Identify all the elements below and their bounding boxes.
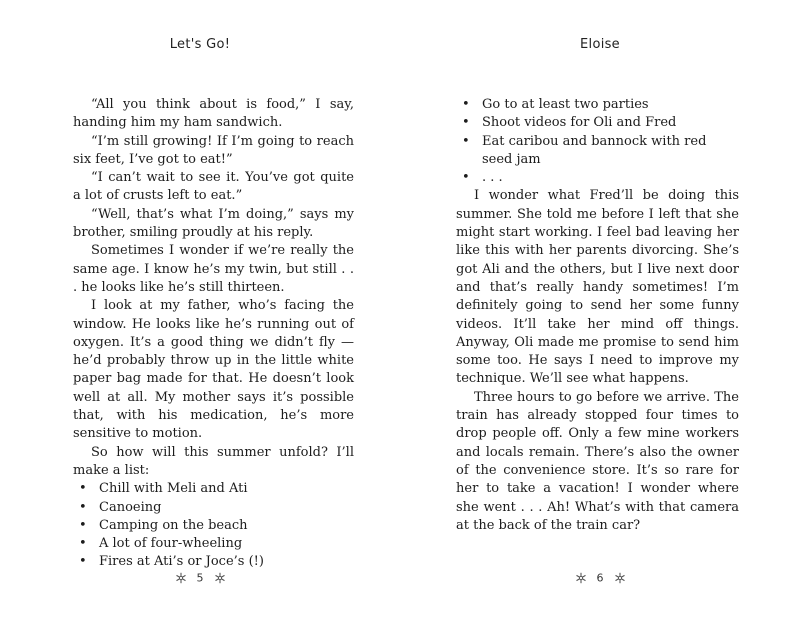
page-number-right — [400, 571, 800, 585]
paragraph: “I’m still growing! If I’m going to reach six feet, I’ve got to eat!” — [73, 133, 354, 167]
right-body-text — [456, 96, 739, 535]
paragraph: “I can’t wait to see it. You’ve got quite a lot of crusts left to eat.” — [73, 170, 354, 204]
snowflake-ornament-icon — [575, 572, 587, 584]
list-item: • Canoeing — [73, 499, 354, 517]
list-item: • Shoot videos for Oli and Fred — [456, 114, 739, 132]
bullet-icon: • — [462, 97, 470, 112]
summer-list — [73, 480, 354, 571]
page-number: 5 — [196, 571, 204, 585]
running-head-right: Eloise — [580, 37, 620, 52]
paragraph: Three hours to go before we arrive. The train has already stopped four times to drop people off. Only a few mine workers and locals remain. There’s also the owner of the convenience store. It’s so rare for her to take a vacation! I wonder where she went . . . Ah! What’s with that camera at the back of the train car? — [456, 389, 739, 533]
paragraph: “Well, that’s what I’m doing,” says my brother, smiling proudly at his reply. — [73, 206, 354, 241]
snowflake-ornament-icon — [614, 572, 626, 584]
bullet-icon: • — [462, 115, 470, 131]
page-number-left — [0, 571, 400, 585]
bullet-icon: • — [462, 170, 470, 186]
paragraph: I wonder what Fred’ll be doing this summer. She told me before I left that she might start working. I feel bad leaving her like this with her parents divorcing. She’s got Ali and the others, but I live next door and that’s really handy sometimes! I’m definitely going to send her some funny videos. It’ll take her mind off things. Anyway, Oli made me promise to send him some too. He says I need to improve my technique. We’ll see what happens. — [456, 188, 739, 387]
bullet-icon: • — [79, 517, 87, 533]
running-head-left: Let's Go! — [169, 37, 231, 52]
list-item: • Camping on the beach — [73, 517, 354, 535]
bullet-icon: • — [462, 133, 470, 149]
list-item: • A lot of four-wheeling — [73, 535, 354, 553]
left-body-text — [73, 96, 354, 572]
list-item: • Chill with Meli and Ati — [73, 480, 354, 498]
summer-list-continued — [456, 96, 739, 187]
paragraph: So how will this summer unfold? I’ll make a list: — [73, 444, 354, 478]
paragraph: I look at my father, who’s facing the window. He looks like he’s running out of oxygen. It’s a good thing we didn’t fly — he’d probably throw up in the little white paper bag made for that. He doesn’t look well at all. My mother says it’s possible that, with his medication, he’s more sensitive to motion. — [73, 298, 354, 442]
paragraph: “All you think about is food,” I say, handing him my ham sandwich. — [73, 97, 354, 131]
snowflake-ornament-icon — [214, 572, 226, 584]
right-page — [400, 0, 800, 620]
list-item: • Go to at least two parties — [456, 96, 739, 114]
bullet-icon: • — [79, 554, 87, 570]
list-item: • Eat caribou and bannock with red seed jam — [462, 133, 707, 167]
page-number: 6 — [596, 571, 604, 585]
bullet-icon: • — [79, 499, 87, 515]
list-item: • . . . — [456, 169, 739, 187]
list-item: • Fires at Ati’s or Joce’s (!) — [73, 553, 354, 571]
snowflake-ornament-icon — [175, 572, 187, 584]
paragraph: Sometimes I wonder if we’re really the same age. I know he’s my twin, but still . . . he looks like he’s still thirteen. — [73, 243, 354, 295]
bullet-icon: • — [79, 536, 87, 552]
bullet-icon: • — [79, 481, 87, 497]
